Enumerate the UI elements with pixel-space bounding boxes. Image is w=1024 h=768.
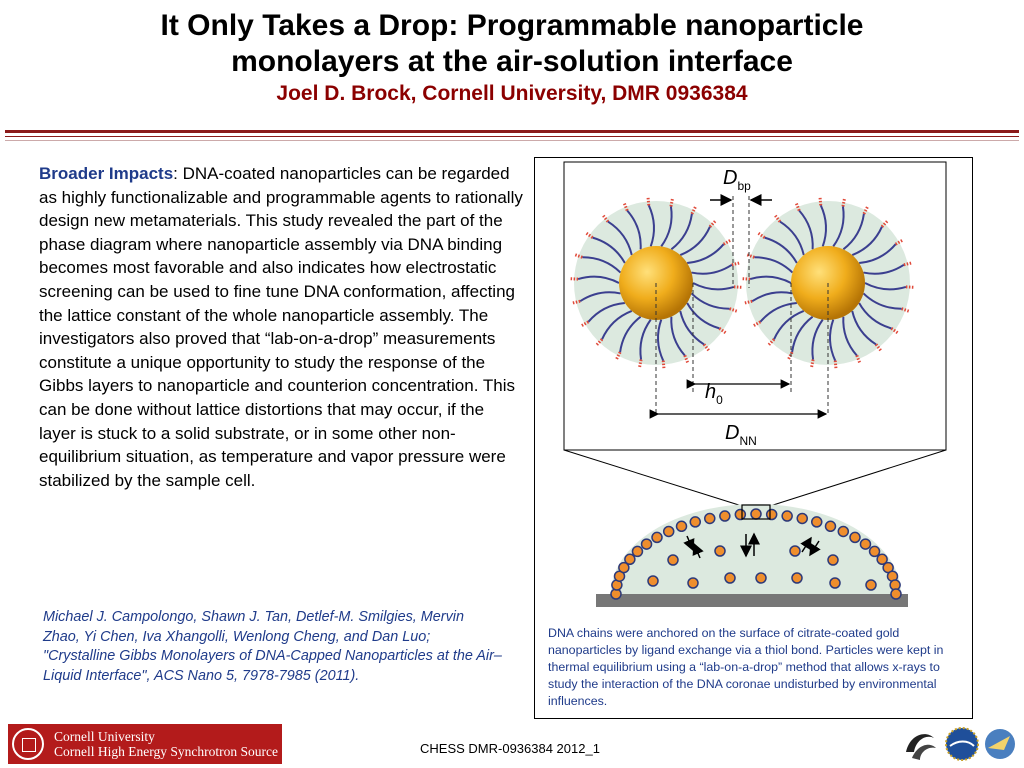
cornell-logo-line2: Cornell High Energy Synchrotron Source — [54, 744, 278, 759]
drop-particle — [735, 510, 745, 520]
drop-particle — [790, 546, 800, 556]
drop-particle — [668, 555, 678, 565]
drop-particle — [715, 546, 725, 556]
drop-particle — [792, 573, 802, 583]
cornell-seal-icon — [12, 728, 44, 760]
drop-particle — [705, 513, 715, 523]
drop-particle — [866, 580, 876, 590]
broader-impacts-heading: Broader Impacts — [39, 164, 174, 183]
zoom-line-right — [770, 450, 946, 506]
cornell-logo-line1: Cornell University — [54, 729, 155, 744]
nsf-logo-icon — [946, 728, 978, 760]
drop-particle — [725, 573, 735, 583]
broader-impacts-text: : DNA-coated nanoparticles can be regarded as highly functionalizable and programmable agents to rationally design new metamaterials. This study revealed the part of the phase diagram where nanoparticle assembly via DNA binding becomes most favorable and also indicates how electrostatic screening can be used to fine tune DNA conformation, affecting the lattice constant of the whole nanoparticle assembly. The investigators also proved that “lab-on-a-drop” measurements constitute a unique opportunity to study the response of the Gibbs layers to nanoparticle and counterion concentration. This can be done without lattice distortions that may occur, if the layer is stuck to a solid substrate, or in some other non-equilibrium situation, as temperature and vapor pressure were stabilized by the sample cell. — [39, 164, 523, 490]
drop-particle — [838, 526, 848, 536]
drop-particle — [688, 578, 698, 588]
chess-logo-icon — [906, 734, 936, 760]
figure-caption: DNA chains were anchored on the surface of citrate-coated gold nanoparticles by ligand exchange via a thiol bond. Particles were kept in thermal equilibrium using a “lab-on-a-drop” method that allows x-rays to study the interaction of the DNA coronae undisturbed by environmental influences. — [548, 626, 944, 708]
drop-particle — [625, 554, 635, 564]
drop-particle — [756, 573, 766, 583]
h0-label: $h_0$ — [705, 381, 723, 407]
drop-particle — [830, 578, 840, 588]
sample-substrate — [596, 594, 908, 607]
drop-particle — [860, 539, 870, 549]
drop-particle — [767, 510, 777, 520]
drop-particle — [797, 513, 807, 523]
header-divider-shadow — [5, 140, 1019, 141]
drop-particle — [652, 532, 662, 542]
drop-particle — [782, 511, 792, 521]
drop-particle — [850, 532, 860, 542]
dbp-label: $D_{bp}$ — [723, 167, 751, 193]
broader-impacts-paragraph — [39, 162, 524, 492]
doe-logo-icon — [985, 729, 1015, 759]
sponsor-logos — [900, 722, 1020, 766]
drop-particle — [812, 517, 822, 527]
drop-particle — [690, 517, 700, 527]
drop-particle — [891, 589, 901, 599]
drop-particle — [870, 546, 880, 556]
cornell-logo — [8, 724, 282, 764]
footer-slide-id: CHESS DMR-0936384 2012_1 — [420, 741, 600, 756]
drop-particle — [677, 521, 687, 531]
slide-title-line2: monolayers at the air-solution interface — [231, 45, 793, 78]
header-divider-thin — [5, 136, 1019, 137]
drop-particle — [825, 521, 835, 531]
citation: Michael J. Campolongo, Shawn J. Tan, Detlef-M. Smilgies, Mervin Zhao, Yi Chen, Iva Xhangolli, Wenlong Cheng, and Dan Luo; "Crystalline Gibbs Monolayers of DNA-Capped Nanoparticles at the Air–Liquid Interface", ACS Nano 5, 7978-7985 (2011). — [43, 609, 502, 684]
dnn-label: $D_{NN}$ — [725, 422, 757, 448]
drop-particle — [751, 509, 761, 519]
slide-title-line1: It Only Takes a Drop: Programmable nanoparticle — [160, 9, 864, 42]
slide-subtitle: Joel D. Brock, Cornell University, DMR 0936384 — [276, 82, 748, 105]
drop-particle — [642, 539, 652, 549]
drop-particle — [664, 526, 674, 536]
drop-particle — [632, 546, 642, 556]
drop-particle — [720, 511, 730, 521]
drop-particle — [828, 555, 838, 565]
cornell-logo-text — [54, 729, 278, 759]
zoom-line-left — [564, 450, 742, 506]
header-divider — [5, 130, 1019, 133]
title-block — [0, 8, 1024, 108]
drop-particle — [648, 576, 658, 586]
